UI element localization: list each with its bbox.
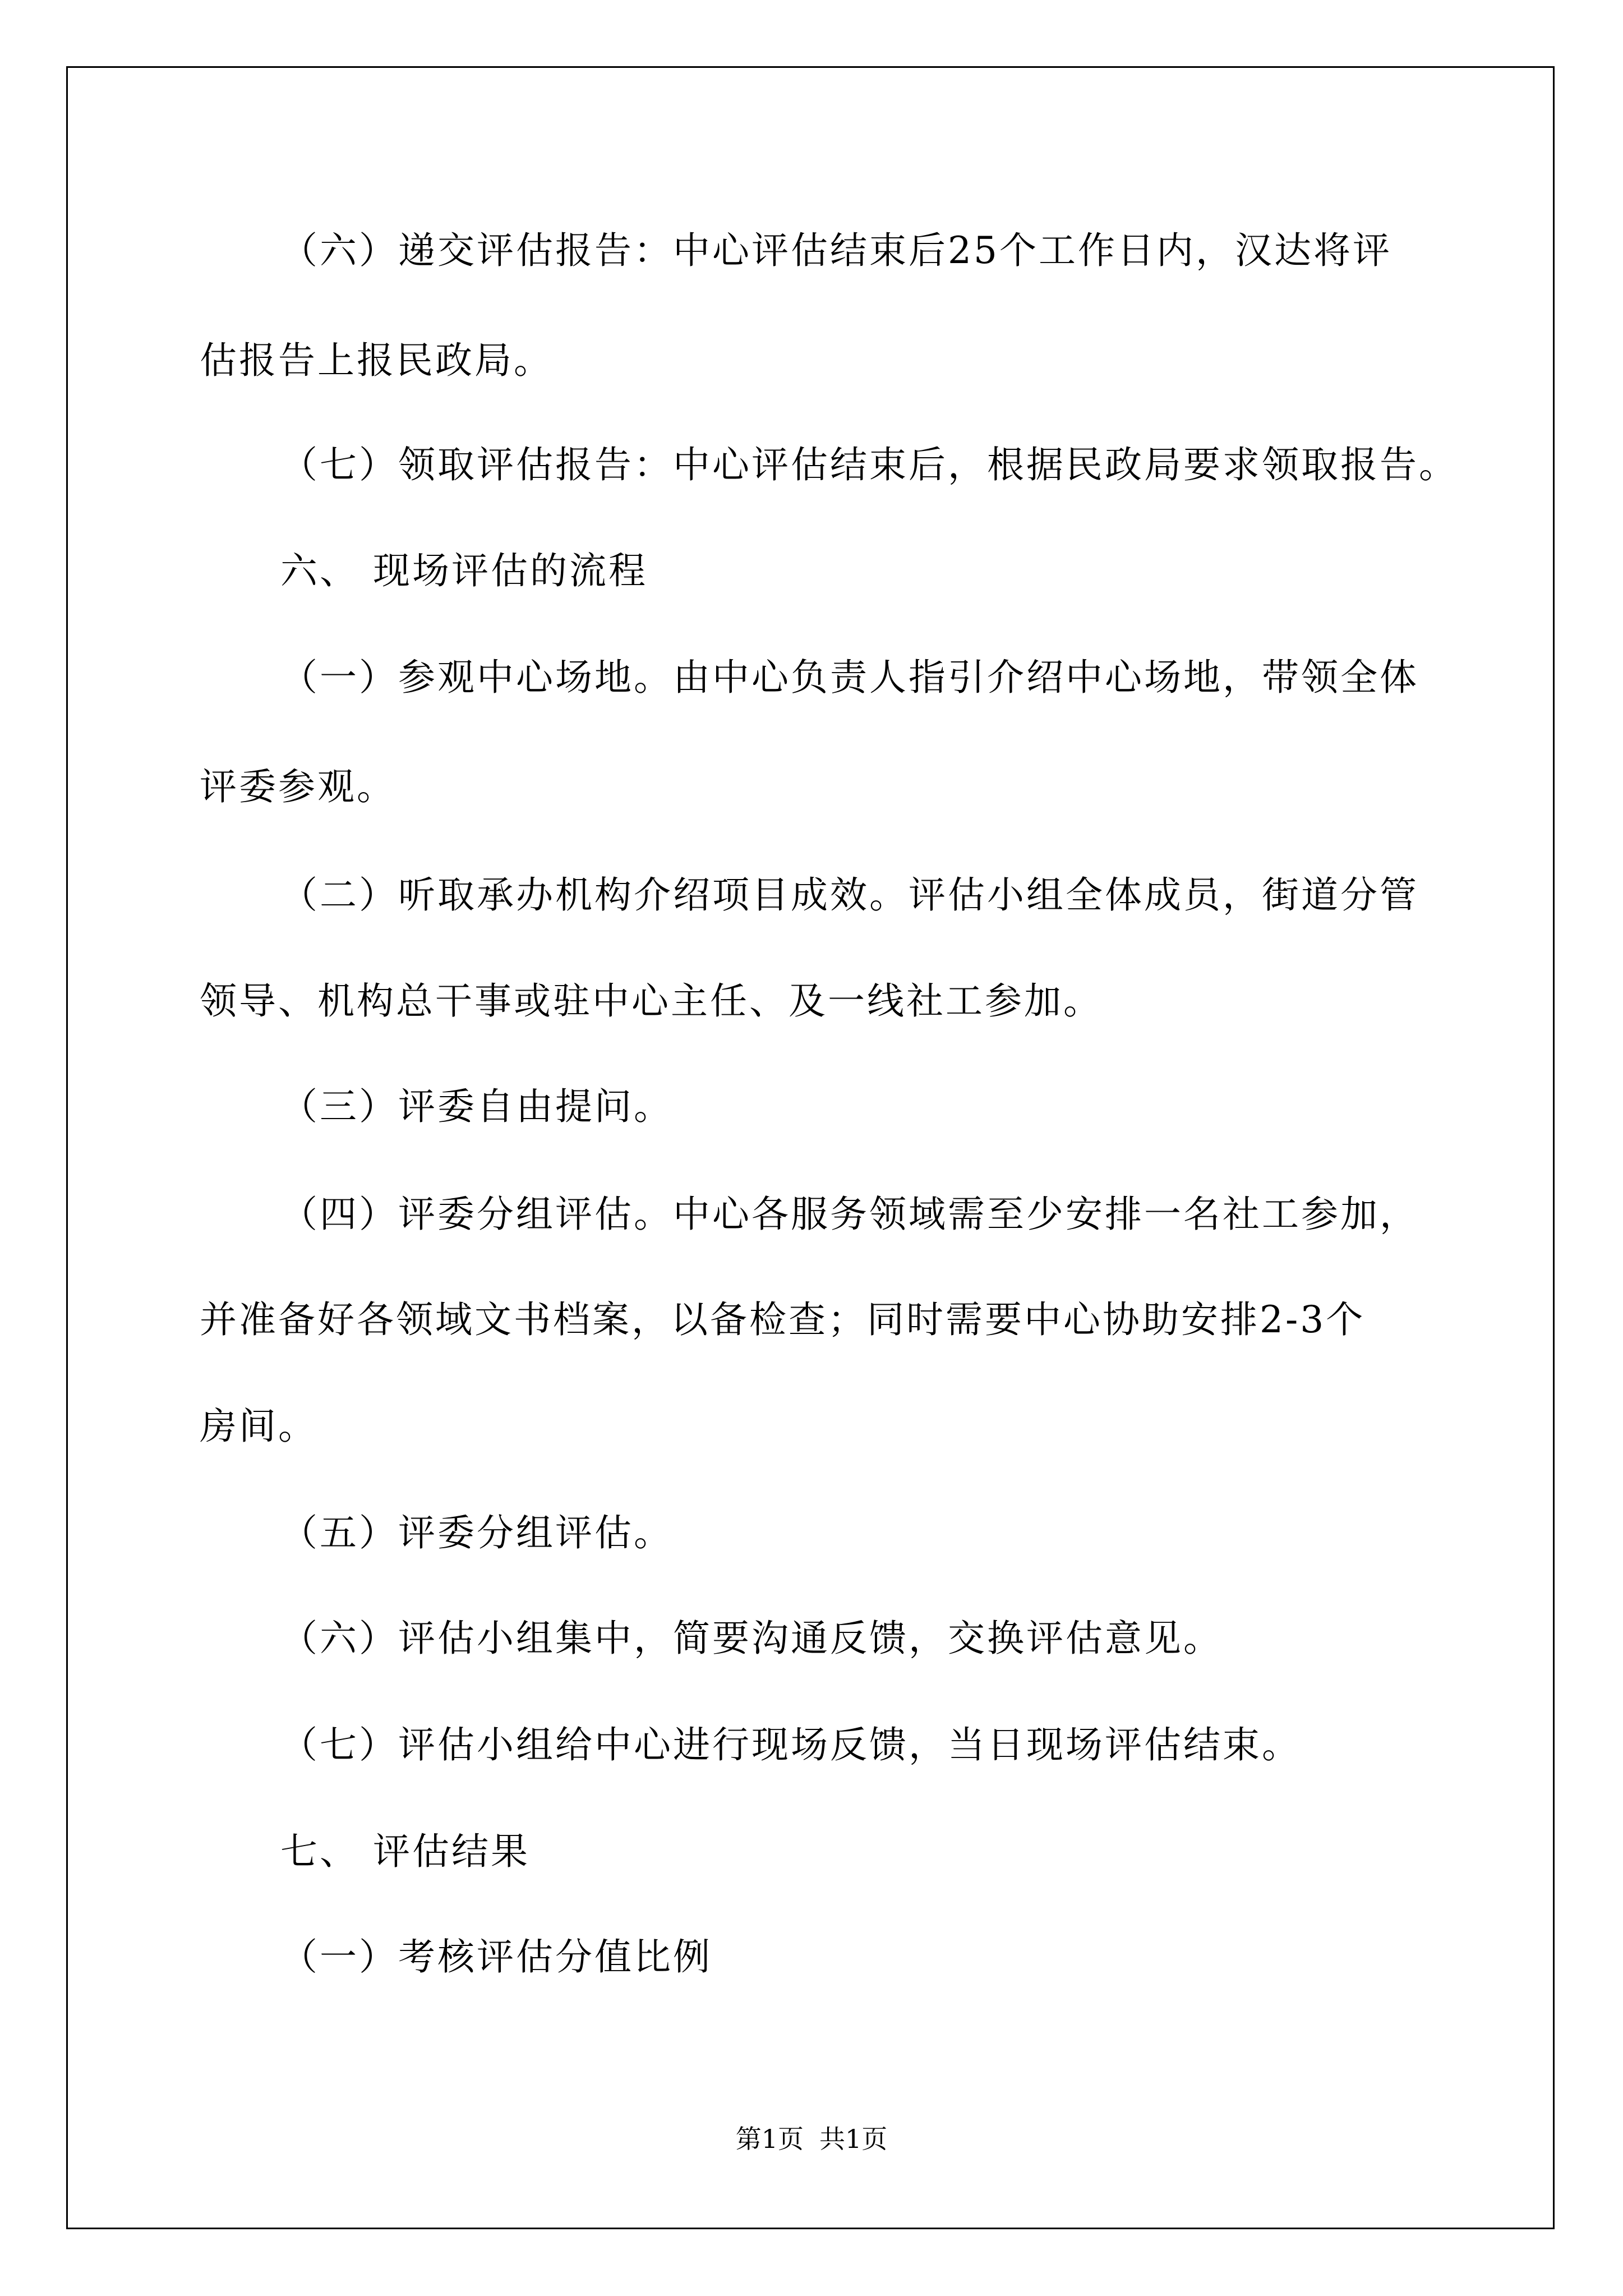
page-border bbox=[66, 66, 1555, 2229]
paragraph-line: （七）领取评估报告：中心评估结束后，根据民政局要求领取报告。 bbox=[280, 443, 1458, 486]
paragraph-line: （四）评委分组评估。中心各服务领域需至少安排一名社工参加， bbox=[280, 1193, 1419, 1236]
paragraph-line: （五）评委分组评估。 bbox=[280, 1511, 673, 1554]
paragraph-line: 评委参观。 bbox=[200, 765, 396, 808]
paragraph-line: （二）听取承办机构介绍项目成效。评估小组全体成员，街道分管 bbox=[280, 873, 1419, 917]
paragraph-line: 房间。 bbox=[200, 1405, 317, 1448]
paragraph-line: 并准备好各领域文书档案，以备检查；同时需要中心协助安排2-3个 bbox=[200, 1298, 1366, 1341]
paragraph-line: （七）评估小组给中心进行现场反馈，当日现场评估结束。 bbox=[280, 1723, 1301, 1766]
page-number: 第1页 bbox=[735, 2124, 804, 2154]
paragraph-line: 领导、机构总干事或驻中心主任、及一线社工参加。 bbox=[200, 979, 1103, 1023]
section-heading: 六、 现场评估的流程 bbox=[280, 549, 648, 592]
paragraph-line: （六）递交评估报告：中心评估结束后25个工作日内，汉达将评 bbox=[280, 229, 1392, 272]
paragraph-line: （一）参观中心场地。由中心负责人指引介绍中心场地，带领全体 bbox=[280, 656, 1419, 699]
paragraph-line: （六）评估小组集中，简要沟通反馈，交换评估意见。 bbox=[280, 1617, 1223, 1660]
section-heading: 七、 评估结果 bbox=[280, 1830, 530, 1873]
page-footer bbox=[0, 2126, 1623, 2152]
page-total: 共1页 bbox=[819, 2124, 888, 2154]
paragraph-line: 估报告上报民政局。 bbox=[200, 339, 553, 382]
paragraph-line: （一）考核评估分值比例 bbox=[280, 1935, 712, 1978]
paragraph-line: （三）评委自由提问。 bbox=[280, 1085, 673, 1128]
